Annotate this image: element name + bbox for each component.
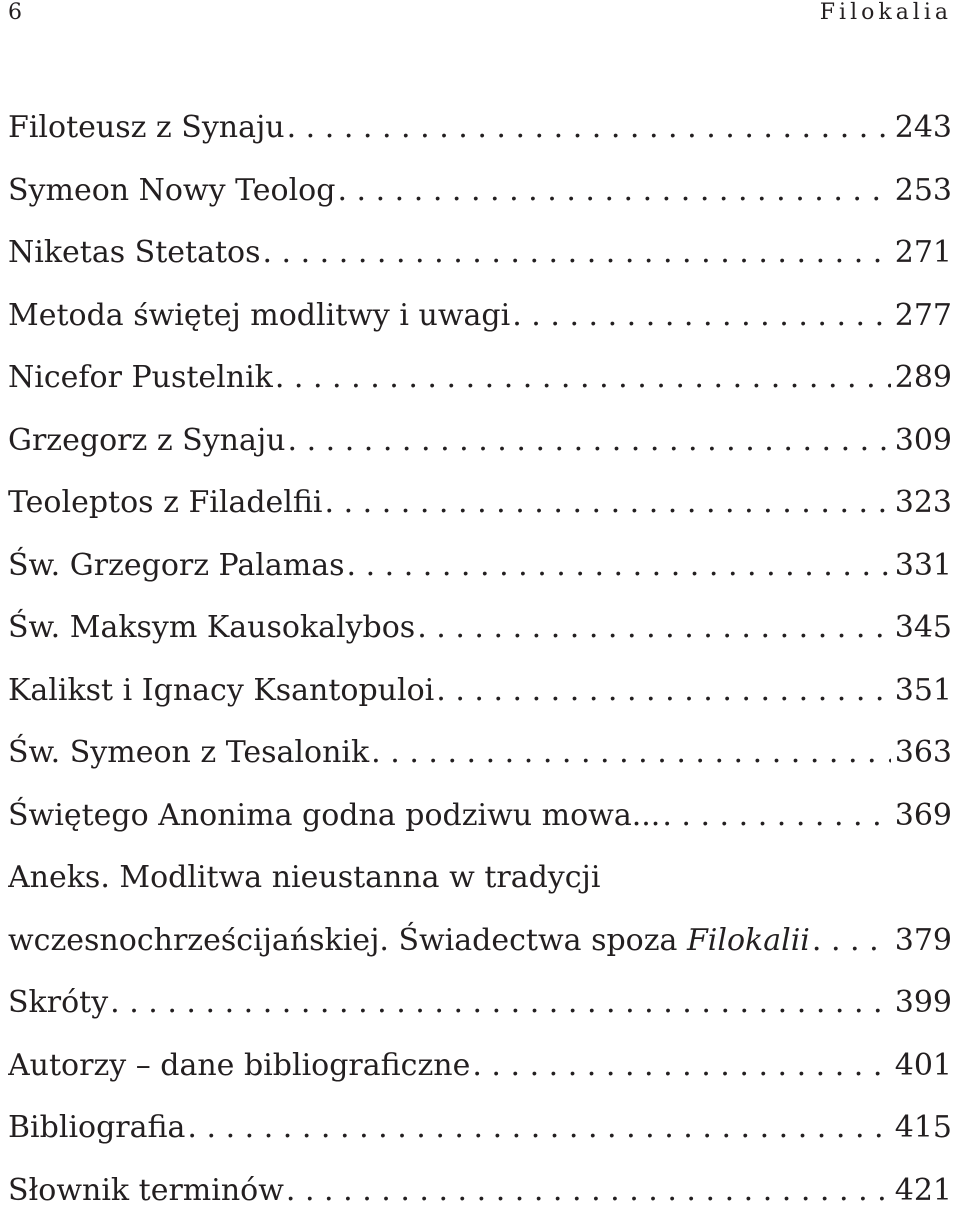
toc-entry-title: Św. Grzegorz Palamas [8,535,345,598]
toc-entry [8,160,952,223]
toc-entry-page: 323 [895,472,952,535]
toc-entry-title: Symeon Nowy Teolog [8,160,335,223]
dot-leader [347,535,891,598]
toc-entry-title-line2 [8,910,952,973]
toc-entry-title: Skróty [8,972,108,1035]
toc-entry-title: Teoleptos z Filadelfii [8,472,323,535]
book-title: Filokalia [820,0,952,26]
toc-entry-title: Metoda świętej modlitwy i uwagi [8,285,510,348]
toc-entry-page: 345 [895,597,952,660]
page-number: 6 [8,0,22,26]
toc-entry [8,1097,952,1160]
toc-entry [8,785,952,848]
toc-entry-page: 401 [895,1035,952,1098]
toc-entry [8,722,952,785]
toc-entry-page: 243 [895,97,952,160]
running-head [8,0,952,30]
toc-entry-page: 309 [895,410,952,473]
dot-leader [417,597,891,660]
dot-leader [371,722,891,785]
toc-entry [8,410,952,473]
toc-entry-page: 379 [895,910,952,973]
toc-entry-title: Niketas Stetatos [8,222,260,285]
dot-leader [288,410,891,473]
toc-entry-title: Filoteusz z Synaju [8,97,285,160]
toc-entry-page: 415 [895,1097,952,1160]
toc-entry-title: Nicefor Pustelnik [8,347,273,410]
toc-entry-title [8,910,810,973]
toc-entry-page: 369 [895,785,952,848]
toc-entry-title: Św. Symeon z Tesalonik [8,722,369,785]
toc-entry-page: 399 [895,972,952,1035]
dot-leader [287,97,891,160]
toc-entry-title: Słownik terminów [8,1160,284,1222]
toc-entry [8,660,952,723]
toc-entry-title: Św. Maksym Kausokalybos [8,597,415,660]
toc-entry-page: 363 [895,722,952,785]
dot-leader [337,160,890,223]
table-of-contents [8,97,952,1222]
toc-entry-title: Autorzy – dane bibliograficzne [8,1035,470,1098]
toc-entry-title: Świętego Anonima godna podziwu mowa... [8,785,660,848]
toc-entry [8,972,952,1035]
toc-entry [8,597,952,660]
dot-leader [110,972,891,1035]
dot-leader [472,1035,890,1098]
dot-leader [187,1097,890,1160]
toc-entry [8,285,952,348]
toc-entry-page: 289 [895,347,952,410]
toc-entry [8,347,952,410]
toc-entry-page: 271 [895,222,952,285]
toc-entry-title-italic: Filokalii [687,923,810,958]
toc-entry-page: 253 [895,160,952,223]
toc-entry-title: Grzegorz z Synaju [8,410,286,473]
toc-entry [8,97,952,160]
dot-leader [262,222,890,285]
toc-entry [8,847,952,972]
dot-leader [325,472,891,535]
toc-entry [8,472,952,535]
toc-entry-title: Bibliografia [8,1097,185,1160]
dot-leader [662,785,890,848]
toc-entry [8,535,952,598]
toc-entry-page: 277 [895,285,952,348]
toc-entry-title-prefix: wczesnochrześcijańskiej. Świadectwa spoza [8,923,687,958]
dot-leader [275,347,891,410]
dot-leader [436,660,890,723]
dot-leader [286,1160,891,1222]
toc-entry [8,1160,952,1222]
toc-entry [8,1035,952,1098]
toc-entry-page: 331 [895,535,952,598]
dot-leader [512,285,891,348]
toc-entry [8,222,952,285]
toc-entry-title: Kalikst i Ignacy Ksantopuloi [8,660,434,723]
toc-entry-page: 351 [895,660,952,723]
toc-entry-page: 421 [895,1160,952,1222]
dot-leader [812,910,891,973]
toc-entry-title-line1: Aneks. Modlitwa nieustanna w tradycji [8,847,952,910]
